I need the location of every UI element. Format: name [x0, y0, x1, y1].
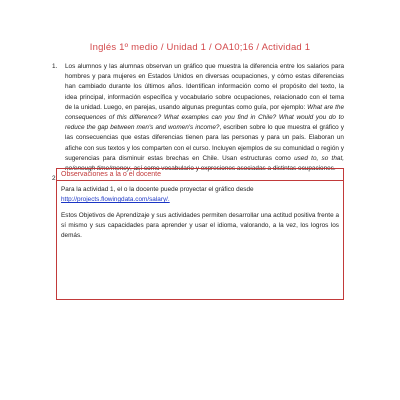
teacher-note-body — [57, 181, 343, 241]
item-text-part: , así como vocabulario y expresiones asociadas a distintas ocupaciones. — [130, 165, 336, 173]
teacher-note-title: Observaciones a la o el docente — [57, 169, 343, 181]
note-text: Para la actividad 1, el o la docente puede proyectar el gráfico desde — [61, 186, 254, 193]
item-number: 1. — [52, 63, 58, 70]
teacher-note-box — [56, 168, 344, 300]
target-structures: used to, so that, no/enough time/money — [65, 154, 344, 173]
teacher-note-paragraph: Estos Objetivos de Aprendizaje y sus actividades permiten desarrollar una actitud positiva frente a sí mismo y sus capacidades para aprender y usar el idioma, valorando, a la vez, los logros los demás. — [61, 212, 339, 239]
page-title: Inglés 1º medio / Unidad 1 / OA10;16 / Actividad 1 — [89, 42, 311, 53]
item-number: 2. — [52, 175, 58, 183]
salary-chart-link[interactable]: http://projects.flowingdata.com/salary/. — [61, 196, 170, 203]
guiding-questions: What are the consequences of this difference? What examples can you find in Chile? What would you do to reduce the gap between men's and women's income? — [65, 103, 344, 132]
item-text-part: , escriben sobre lo que muestra el gráfico y las consecuencias que estas diferencias tienen para las personas y para un país. Elaboran un afiche con sus textos y los comparten con el curso. Incluyen ejemplos de su comunidad o región y sugerencias para disminuir estas brechas en Chile. Usan estructuras como — [65, 124, 344, 162]
teacher-note-paragraph — [61, 185, 339, 205]
item-text — [65, 63, 344, 172]
activity-list — [52, 62, 344, 184]
activity-item-1 — [52, 62, 344, 174]
item-text-part: Los alumnos y las alumnas observan un gráfico que muestra la diferencia entre los salarios para hombres y para mujeres en Estados Unidos en diversas ocupaciones, y cómo estas diferencias han cambiado durante los últimos años. Identifican información como el propósito del texto, la idea principal, información específica y vocabulario sobre ocupaciones, relacionado con el tema de la unidad. Luego, en parejas, usando algunas preguntas como guía, por ejemplo: — [65, 63, 344, 111]
